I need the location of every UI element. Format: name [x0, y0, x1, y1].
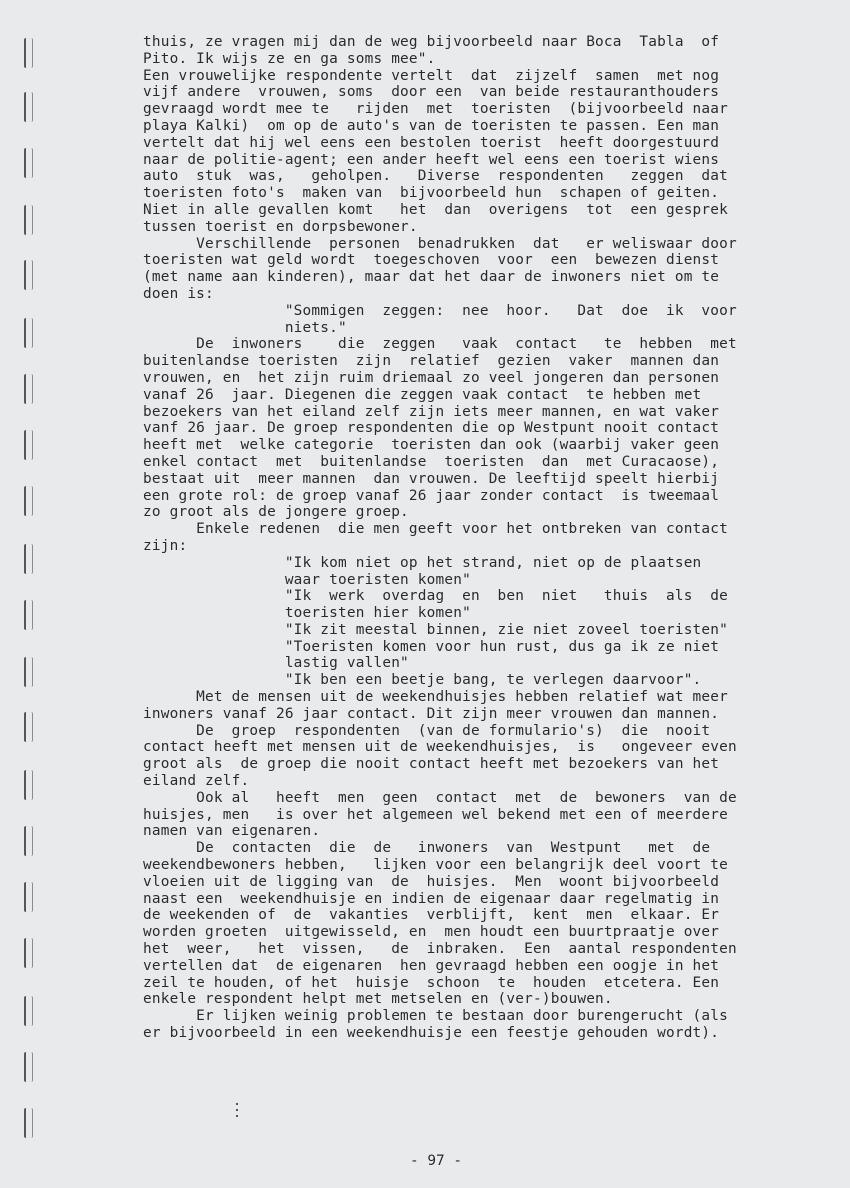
- binding-ring: [24, 92, 33, 122]
- text-line: lastig vallen": [143, 655, 409, 672]
- text-line: De contacten die de inwoners van Westpunt met de: [143, 840, 711, 857]
- text-line: enkel contact met buitenlandse toeristen dan met Curacaose),: [143, 453, 720, 470]
- text-line: huisjes, men is over het algemeen wel bekend met een of meerdere: [143, 806, 729, 823]
- text-line: vijf andere vrouwen, soms door een van beide restauranthouders: [143, 84, 720, 101]
- text-line: vanf 26 jaar. De groep respondenten die op Westpunt nooit contact: [143, 420, 720, 437]
- text-line: Niet in alle gevallen komt het dan overigens tot een gesprek: [143, 201, 729, 218]
- text-line: naar de politie-agent; een ander heeft wel eens een toerist wiens: [143, 151, 720, 168]
- text-line: "Ik zit meestal binnen, zie niet zoveel toeristen": [143, 621, 729, 638]
- binding-ring: [24, 826, 33, 856]
- text-line: zeil te houden, of het huisje schoon te houden etcetera. Een: [143, 974, 720, 991]
- text-line: buitenlandse toeristen zijn relatief gezien vaker mannen dan: [143, 353, 720, 370]
- text-line: toeristen foto's maken van bijvoorbeeld hun schapen of geiten.: [143, 185, 720, 202]
- text-line: worden groeten uitgewisseld, en men houdt een buurtpraatje over: [143, 924, 720, 941]
- text-line: zijn:: [143, 537, 188, 554]
- text-line: Ook al heeft men geen contact met de bewoners van de: [143, 789, 737, 806]
- binding-ring: [24, 1108, 33, 1138]
- binding-ring: [24, 205, 33, 235]
- text-line: bezoekers van het eiland zelf zijn iets meer mannen, en wat vaker: [143, 403, 720, 420]
- binding-ring: [24, 318, 33, 348]
- text-line: contact heeft met mensen uit de weekendhuisjes, is ongeveer even: [143, 739, 737, 756]
- text-line: namen van eigenaren.: [143, 823, 321, 840]
- binding-ring: [24, 770, 33, 800]
- text-line: groot als de groep die nooit contact heeft met bezoekers van het: [143, 756, 720, 773]
- text-line: "Ik ben een beetje bang, te verlegen daarvoor".: [143, 672, 702, 689]
- binding-ring: [24, 486, 33, 516]
- binding-ring: [24, 38, 33, 68]
- text-line: Een vrouwelijke respondente vertelt dat zijzelf samen met nog: [143, 67, 720, 84]
- text-line: weekendbewoners hebben, lijken voor een belangrijk deel voort te: [143, 857, 729, 874]
- binding-ring: [24, 938, 33, 968]
- punch-marks: [236, 1103, 239, 1117]
- binding-ring: [24, 657, 33, 687]
- text-line: (met name aan kinderen), maar dat het daar de inwoners niet om te: [143, 269, 720, 286]
- binding-ring: [24, 260, 33, 290]
- text-line: thuis, ze vragen mij dan de weg bijvoorbeeld naar Boca Tabla of: [143, 34, 720, 50]
- text-line: "Sommigen zeggen: nee hoor. Dat doe ik voor: [143, 302, 737, 319]
- text-line: toeristen hier komen": [143, 605, 471, 622]
- text-line: eiland zelf.: [143, 773, 250, 790]
- text-line: zo groot als de jongere groep.: [143, 504, 409, 521]
- text-line: auto stuk was, geholpen. Diverse respondenten zeggen dat: [143, 168, 729, 185]
- spiral-binding: [0, 0, 40, 1188]
- text-line: de weekenden of de vakanties verblijft, kent men elkaar. Er: [143, 907, 720, 924]
- text-line: heeft met welke categorie toeristen dan ook (waarbij vaker geen: [143, 437, 720, 454]
- text-line: doen is:: [143, 285, 214, 302]
- binding-ring: [24, 712, 33, 742]
- text-line: gevraagd wordt mee te rijden met toeristen (bijvoorbeeld naar: [143, 101, 729, 118]
- text-line: enkele respondent helpt met metselen en (ver-)bouwen.: [143, 991, 613, 1008]
- text-line: het weer, het vissen, de inbraken. Een aantal respondenten: [143, 941, 737, 958]
- text-line: bestaat uit meer mannen dan vrouwen. De leeftijd speelt hierbij: [143, 470, 720, 487]
- text-line: Enkele redenen die men geeft voor het ontbreken van contact: [143, 521, 729, 538]
- binding-ring: [24, 996, 33, 1026]
- text-line: Verschillende personen benadrukken dat er weliswaar door: [143, 235, 737, 252]
- binding-ring: [24, 374, 33, 404]
- text-line: toeristen wat geld wordt toegeschoven voor een bewezen dienst: [143, 252, 720, 269]
- text-line: niets.": [143, 319, 347, 336]
- text-line: vrouwen, en het zijn ruim driemaal zo veel jongeren dan personen: [143, 369, 720, 386]
- binding-ring: [24, 148, 33, 178]
- binding-ring: [24, 600, 33, 630]
- text-line: naast een weekendhuisje en indien de eigenaar daar regelmatig in: [143, 890, 720, 907]
- text-line: De inwoners die zeggen vaak contact te hebben met: [143, 336, 737, 353]
- text-line: vertelt dat hij wel eens een bestolen toerist heeft doorgestuurd: [143, 134, 720, 151]
- text-line: een grote rol: de groep vanaf 26 jaar zonder contact is tweemaal: [143, 487, 720, 504]
- binding-ring: [24, 544, 33, 574]
- text-line: playa Kalki) om op de auto's van de toeristen te passen. Een man: [143, 117, 720, 134]
- text-line: tussen toerist en dorpsbewoner.: [143, 218, 418, 235]
- text-line: vanaf 26 jaar. Diegenen die zeggen vaak contact te hebben met: [143, 386, 702, 403]
- text-line: "Ik kom niet op het strand, niet op de plaatsen: [143, 554, 702, 571]
- text-line: "Ik werk overdag en ben niet thuis als de: [143, 588, 729, 605]
- text-line: er bijvoorbeeld in een weekendhuisje een feestje gehouden wordt).: [143, 1025, 720, 1042]
- binding-ring: [24, 1052, 33, 1082]
- binding-ring: [24, 882, 33, 912]
- document-body: [143, 34, 796, 1042]
- text-line: "Toeristen komen voor hun rust, dus ga ik ze niet: [143, 638, 720, 655]
- text-line: vertellen dat de eigenaren hen gevraagd hebben een oogje in het: [143, 957, 720, 974]
- binding-ring: [24, 430, 33, 460]
- page-number: - 97 -: [410, 1153, 462, 1169]
- text-line: Met de mensen uit de weekendhuisjes hebben relatief wat meer: [143, 689, 729, 706]
- text-line: vloeien uit de ligging van de huisjes. Men woont bijvoorbeeld: [143, 873, 720, 890]
- text-line: Pito. Ik wijs ze en ga soms mee".: [143, 50, 436, 67]
- text-line: De groep respondenten (van de formulario's) die nooit: [143, 722, 711, 739]
- text-line: waar toeristen komen": [143, 571, 471, 588]
- text-line: Er lijken weinig problemen te bestaan door burengerucht (als: [143, 1008, 729, 1025]
- text-line: inwoners vanaf 26 jaar contact. Dit zijn meer vrouwen dan mannen.: [143, 705, 720, 722]
